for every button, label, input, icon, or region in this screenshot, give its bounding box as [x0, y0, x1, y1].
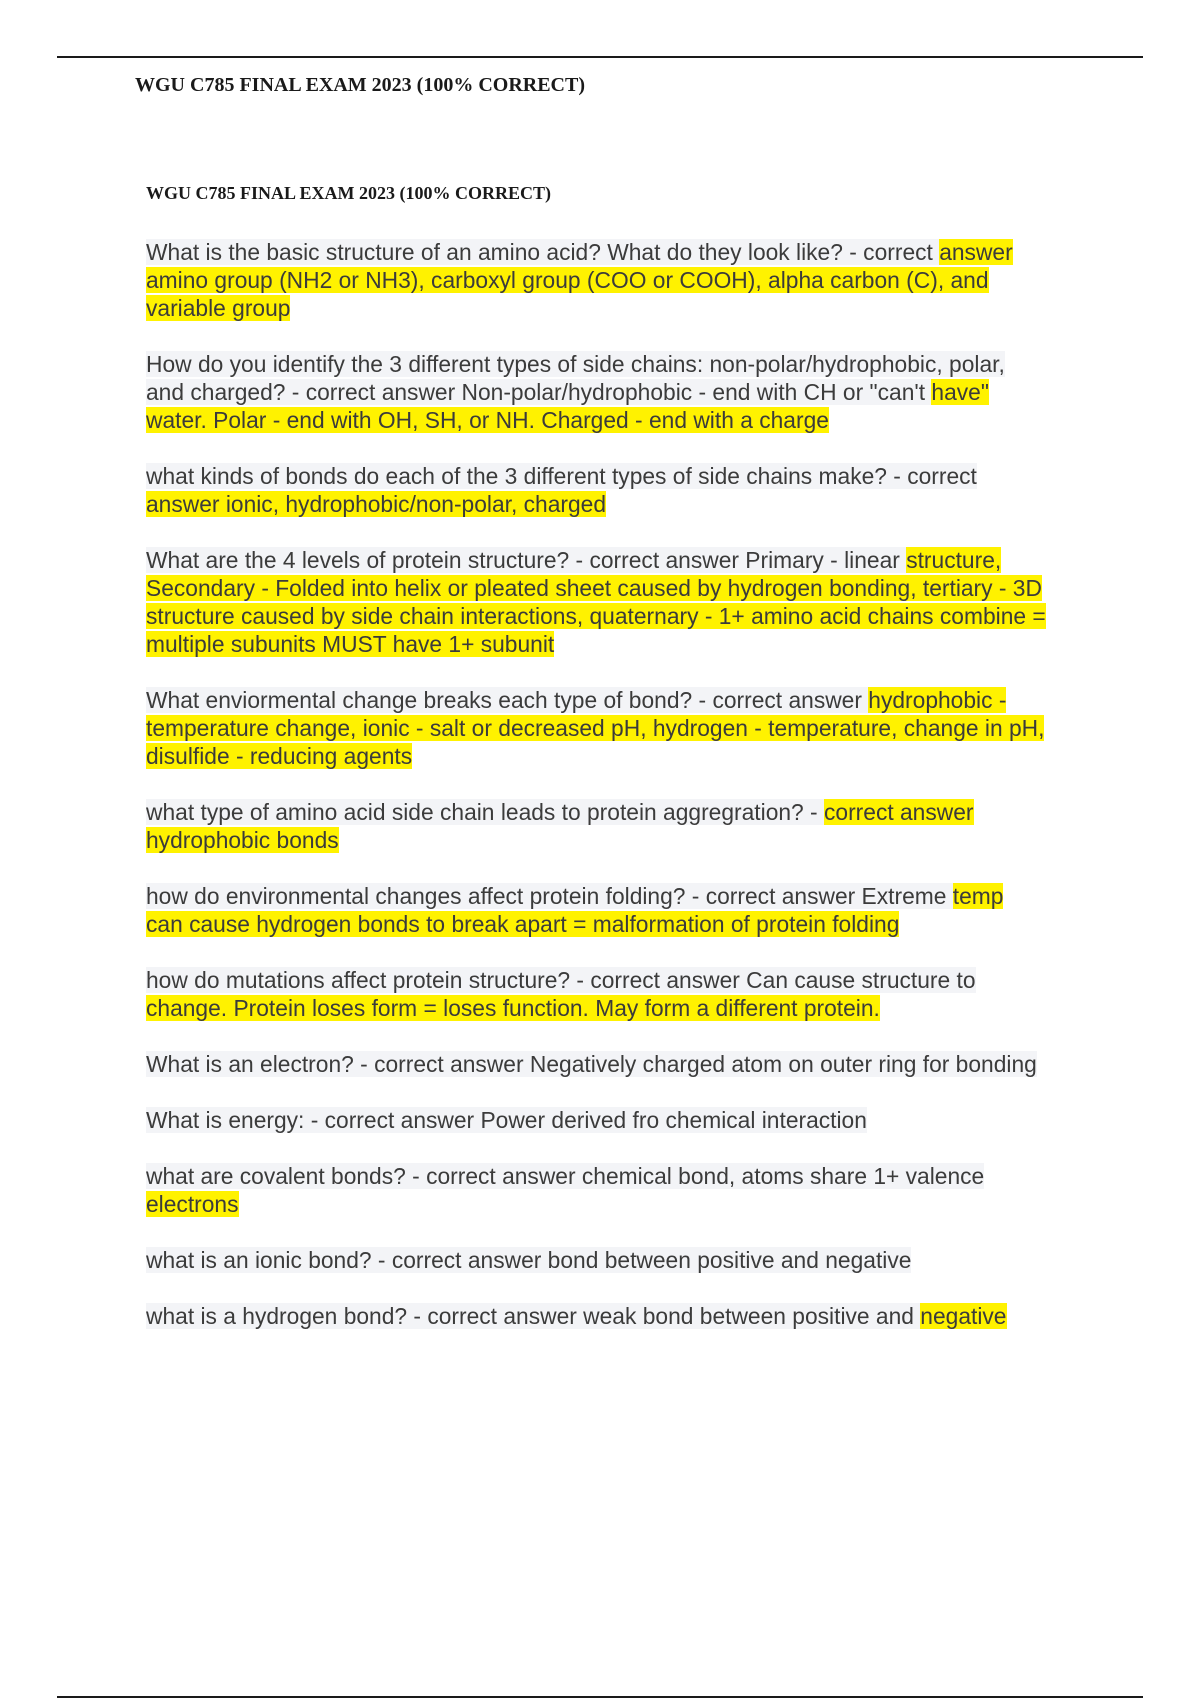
qa-question-text: How do you identify the 3 different types of side chains: non-polar/hydrophobic, polar, and charged? - correct answer Non-polar/hydrophobic - end with CH or "can't — [146, 351, 1005, 405]
qa-highlighted-answer: answer ionic, hydrophobic/non-polar, charged — [146, 491, 607, 517]
qa-item — [146, 462, 1046, 518]
qa-item — [146, 238, 1046, 322]
qa-question-text: what is an ionic bond? - correct answer bond between positive and negative — [146, 1247, 912, 1273]
document-title: WGU C785 FINAL EXAM 2023 (100% CORRECT) — [146, 183, 551, 203]
qa-question-text: What is an electron? - correct answer Negatively charged atom on outer ring for bonding — [146, 1051, 1037, 1077]
qa-highlighted-answer: answer amino group (NH2 or NH3), carboxyl group (COO or COOH), alpha carbon (C), and variable group — [146, 239, 1013, 321]
bottom-rule — [57, 1696, 1143, 1698]
qa-question-text: what are covalent bonds? - correct answer chemical bond, atoms share 1+ valence — [146, 1163, 985, 1189]
qa-question-text: What are the 4 levels of protein structure? - correct answer Primary - linear — [146, 547, 907, 573]
qa-question-text: how do environmental changes affect protein folding? - correct answer Extreme — [146, 883, 953, 909]
qa-item — [146, 1106, 1046, 1134]
qa-item — [146, 966, 1046, 1022]
running-header: WGU C785 FINAL EXAM 2023 (100% CORRECT) — [135, 74, 585, 96]
qa-highlighted-answer: change. Protein loses form = loses function. May form a different protein. — [146, 995, 880, 1021]
qa-list — [146, 238, 1046, 1358]
qa-question-text: what type of amino acid side chain leads to protein aggregration? - — [146, 799, 824, 825]
qa-item — [146, 1050, 1046, 1078]
qa-item — [146, 1302, 1046, 1330]
qa-item — [146, 350, 1046, 434]
qa-highlighted-answer: have" water. Polar - end with OH, SH, or NH. Charged - end with a charge — [146, 379, 989, 433]
qa-item — [146, 1246, 1046, 1274]
qa-highlighted-answer: hydrophobic - temperature change, ionic - salt or decreased pH, hydrogen - temperature, change in pH, disulfide - reducing agents — [146, 687, 1045, 769]
qa-question-text: what is a hydrogen bond? - correct answer weak bond between positive and — [146, 1303, 921, 1329]
qa-highlighted-answer: correct answer hydrophobic bonds — [146, 799, 974, 853]
qa-highlighted-answer: temp can cause hydrogen bonds to break apart = malformation of protein folding — [146, 883, 1004, 937]
qa-highlighted-answer: electrons — [146, 1191, 239, 1217]
qa-item — [146, 546, 1046, 658]
qa-highlighted-answer: negative — [920, 1303, 1007, 1329]
qa-item — [146, 1162, 1046, 1218]
qa-question-text: how do mutations affect protein structure? - correct answer Can cause structure to — [146, 967, 976, 993]
qa-question-text: What enviormental change breaks each type of bond? - correct answer — [146, 687, 869, 713]
qa-question-text: What is energy: - correct answer Power derived fro chemical interaction — [146, 1107, 867, 1133]
top-rule — [57, 56, 1143, 58]
qa-item — [146, 686, 1046, 770]
qa-item — [146, 882, 1046, 938]
qa-question-text: what kinds of bonds do each of the 3 different types of side chains make? - correct — [146, 463, 977, 489]
qa-highlighted-answer: structure, Secondary - Folded into helix or pleated sheet caused by hydrogen bonding, tertiary - 3D structure caused by side chain interactions, quaternary - 1+ amino acid chains combine = multiple subunits MUST have 1+ subunit — [146, 547, 1046, 657]
qa-question-text: What is the basic structure of an amino acid? What do they look like? - correct — [146, 239, 940, 265]
qa-item — [146, 798, 1046, 854]
